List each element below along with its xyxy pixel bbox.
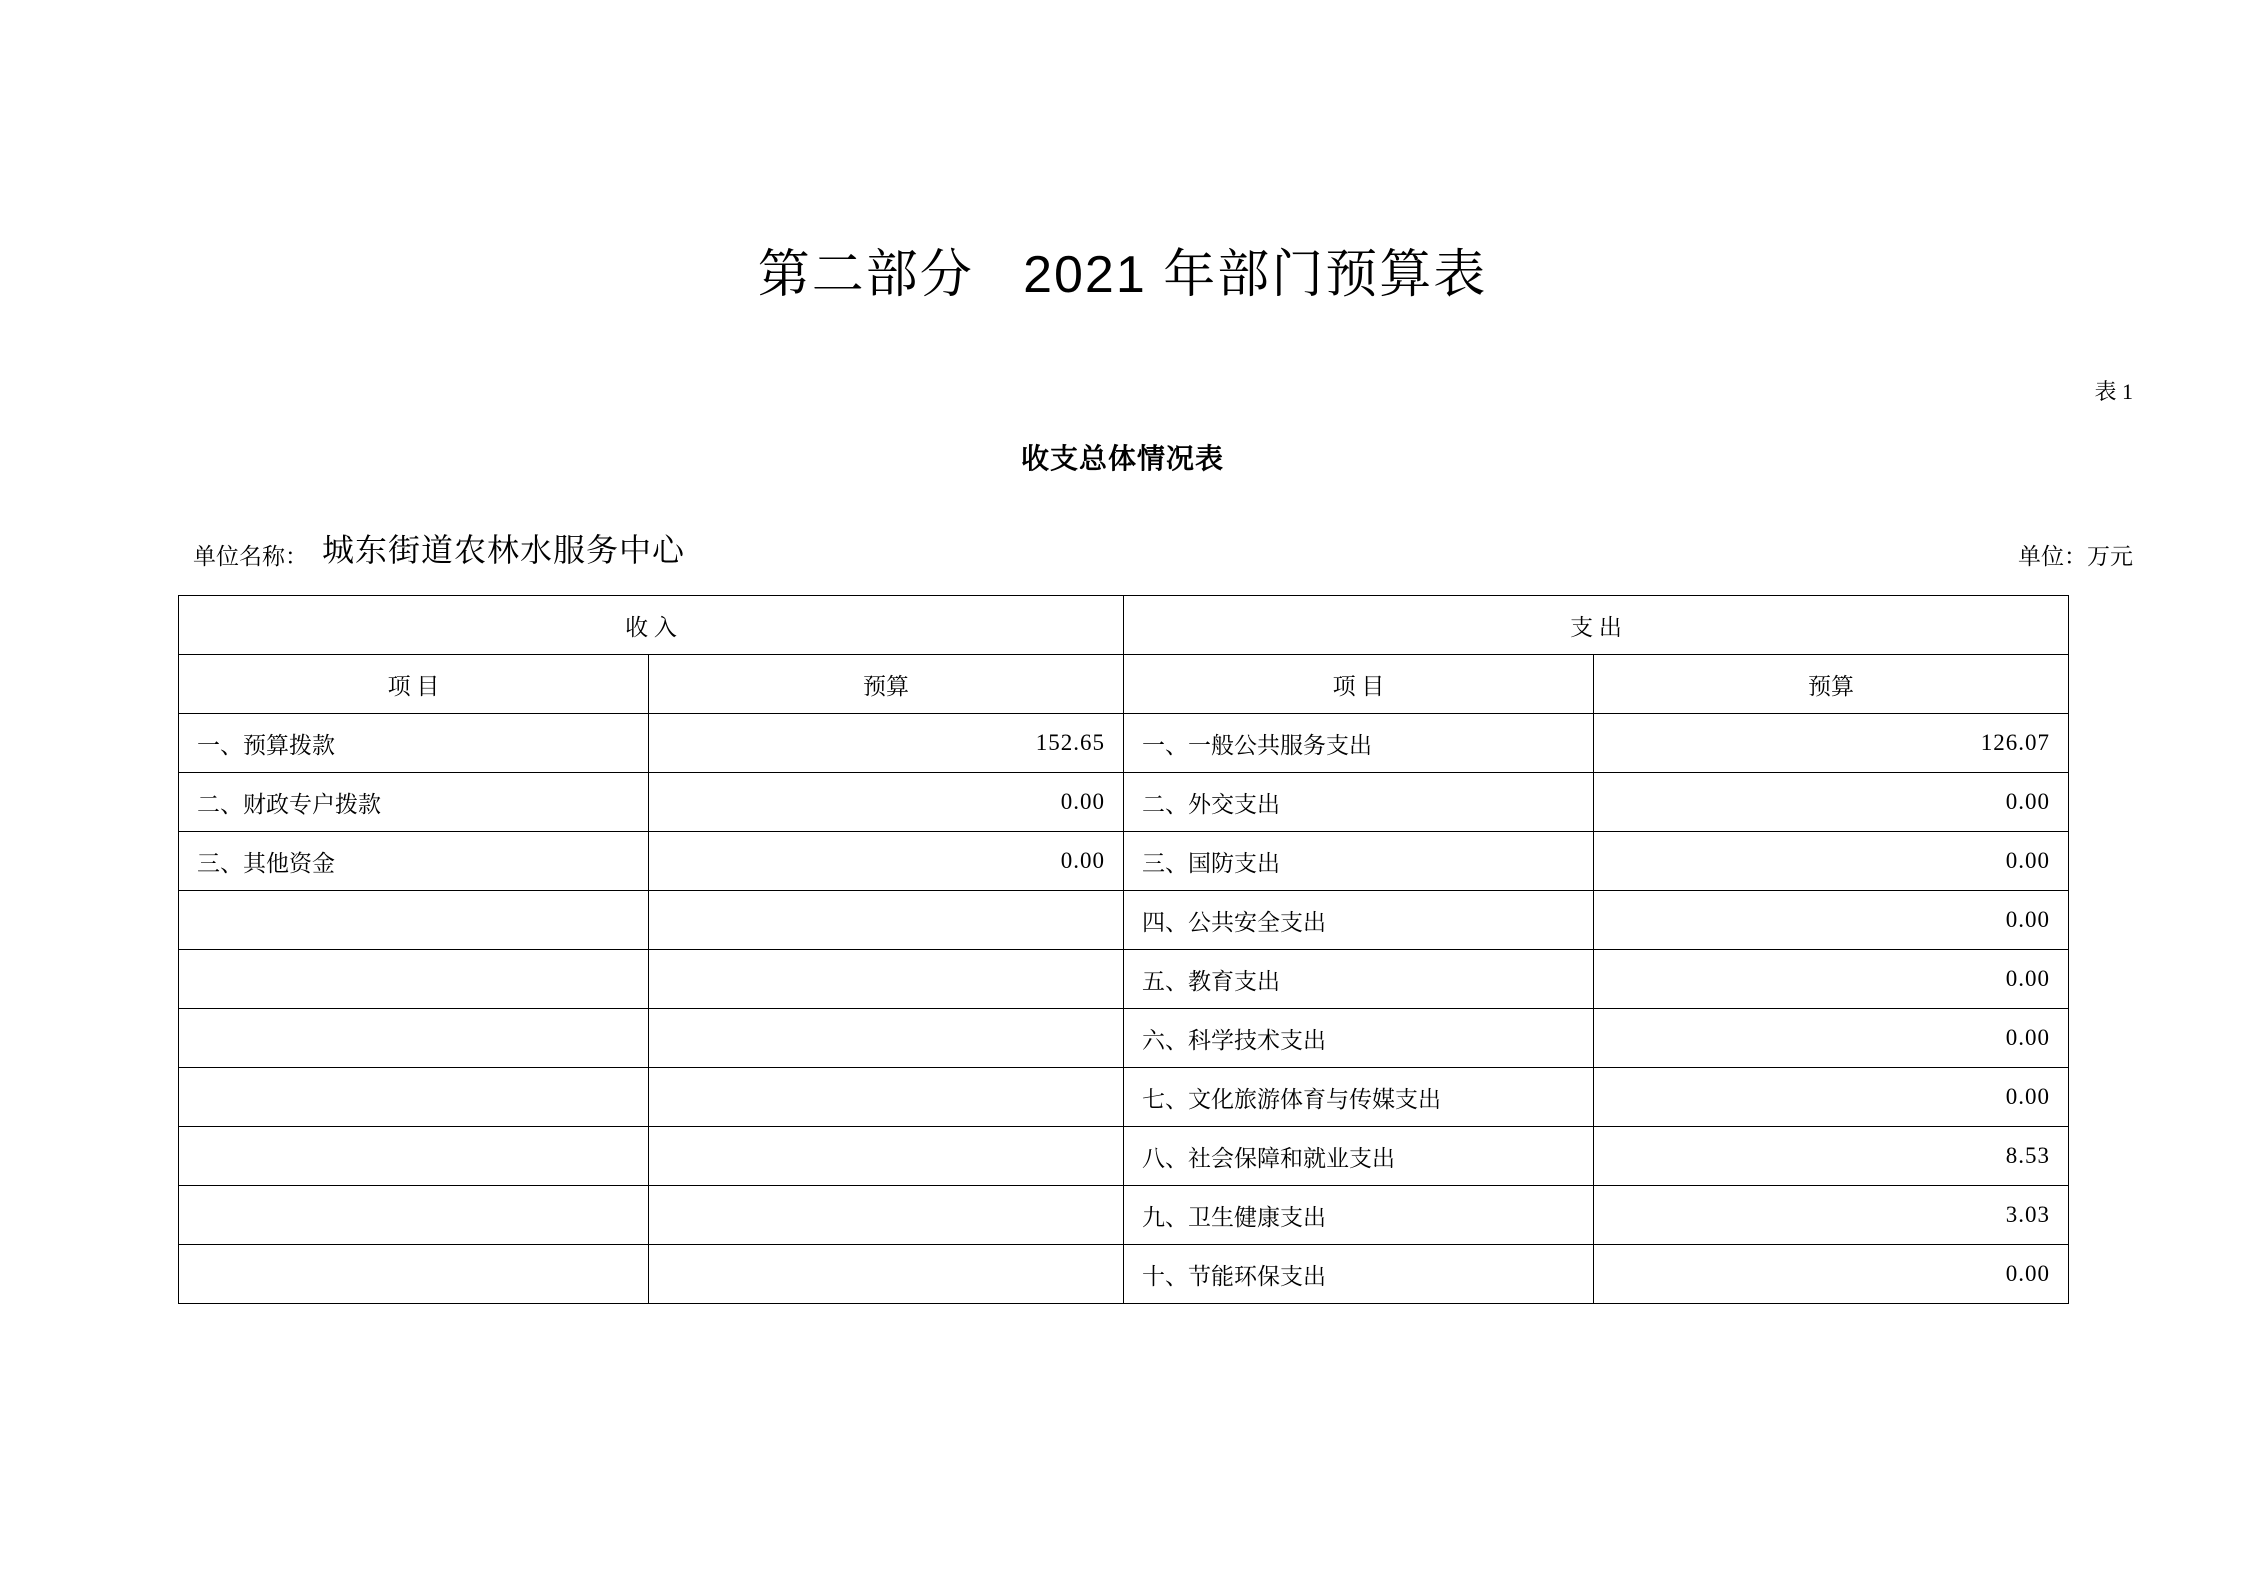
cell-income-item [179, 1245, 649, 1304]
cell-expense-budget: 0.00 [1594, 891, 2069, 950]
table-column-header-row [179, 655, 2069, 714]
cell-income-budget: 0.00 [649, 832, 1124, 891]
cell-income-budget [649, 950, 1124, 1009]
meta-row [0, 525, 2245, 569]
group-header-expense: 支 出 [1124, 596, 2069, 655]
cell-income-item [179, 950, 649, 1009]
unit-name-label: 单位名称： [193, 544, 308, 569]
table-row [179, 950, 2069, 1009]
column-header-income-item: 项 目 [179, 655, 649, 714]
table-row [179, 1009, 2069, 1068]
cell-expense-budget: 0.00 [1594, 950, 2069, 1009]
cell-expense-budget: 126.07 [1594, 714, 2069, 773]
cell-income-item [179, 1068, 649, 1127]
table-row [179, 1186, 2069, 1245]
column-header-expense-item: 项 目 [1124, 655, 1594, 714]
cell-income-budget [649, 1245, 1124, 1304]
cell-expense-item: 四、公共安全支出 [1124, 891, 1594, 950]
cell-income-budget: 0.00 [649, 773, 1124, 832]
cell-expense-item: 七、文化旅游体育与传媒支出 [1124, 1068, 1594, 1127]
cell-expense-budget: 0.00 [1594, 773, 2069, 832]
table-body [179, 714, 2069, 1304]
cell-expense-item: 五、教育支出 [1124, 950, 1594, 1009]
cell-expense-item: 六、科学技术支出 [1124, 1009, 1594, 1068]
cell-income-budget [649, 891, 1124, 950]
unit-of-measure-label: 单位：万元 [2018, 544, 2133, 569]
column-header-expense-budget: 预算 [1594, 655, 2069, 714]
group-header-income: 收 入 [179, 596, 1124, 655]
table-index-label: 表 1 [2094, 379, 2133, 404]
column-header-income-budget: 预算 [649, 655, 1124, 714]
cell-income-budget [649, 1068, 1124, 1127]
table-row [179, 773, 2069, 832]
budget-table [178, 595, 2069, 1304]
cell-income-budget: 152.65 [649, 714, 1124, 773]
cell-income-item: 三、其他资金 [179, 832, 649, 891]
cell-expense-budget: 0.00 [1594, 832, 2069, 891]
cell-expense-budget: 0.00 [1594, 1009, 2069, 1068]
cell-income-item: 二、财政专户拨款 [179, 773, 649, 832]
table-row [179, 832, 2069, 891]
cell-income-budget [649, 1127, 1124, 1186]
table-row [179, 1127, 2069, 1186]
table-row [179, 714, 2069, 773]
cell-expense-item: 八、社会保障和就业支出 [1124, 1127, 1594, 1186]
cell-expense-budget: 0.00 [1594, 1068, 2069, 1127]
cell-expense-budget: 8.53 [1594, 1127, 2069, 1186]
cell-income-item: 一、预算拨款 [179, 714, 649, 773]
cell-expense-budget: 3.03 [1594, 1186, 2069, 1245]
cell-expense-item: 三、国防支出 [1124, 832, 1594, 891]
table-row [179, 891, 2069, 950]
table-row [179, 1068, 2069, 1127]
page-title: 第二部分 2021 年部门预算表 [757, 246, 1488, 304]
cell-income-item [179, 1009, 649, 1068]
cell-expense-item: 一、一般公共服务支出 [1124, 714, 1594, 773]
cell-income-budget [649, 1009, 1124, 1068]
unit-name-value: 城东街道农林水服务中心 [322, 532, 686, 568]
cell-income-item [179, 1186, 649, 1245]
table-group-header-row [179, 596, 2069, 655]
cell-income-item [179, 891, 649, 950]
cell-expense-item: 九、卫生健康支出 [1124, 1186, 1594, 1245]
cell-income-item [179, 1127, 649, 1186]
cell-income-budget [649, 1186, 1124, 1245]
table-row [179, 1245, 2069, 1304]
cell-expense-item: 十、节能环保支出 [1124, 1245, 1594, 1304]
cell-expense-budget: 0.00 [1594, 1245, 2069, 1304]
cell-expense-item: 二、外交支出 [1124, 773, 1594, 832]
table-caption: 收支总体情况表 [1020, 443, 1224, 474]
